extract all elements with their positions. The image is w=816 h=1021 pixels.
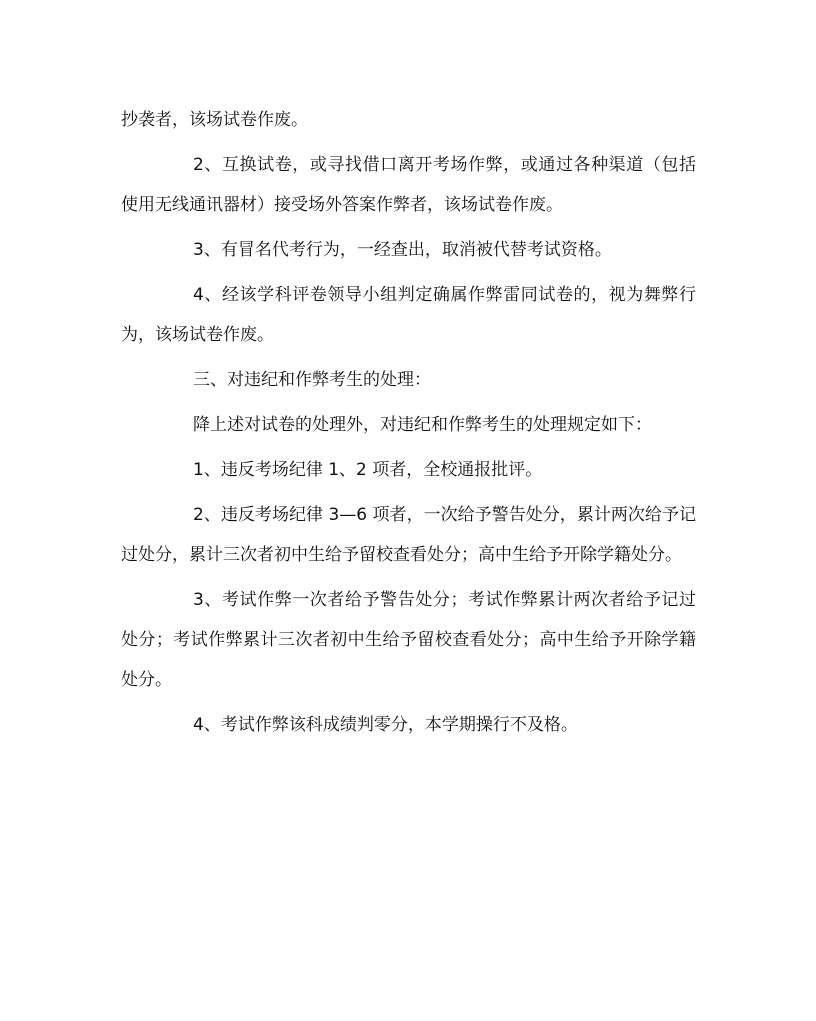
paragraph-rule-4: 4、经该学科评卷领导小组判定确属作弊雷同试卷的，视为舞弊行为，该场试卷作废。 <box>121 285 696 345</box>
paragraph-intro: 降上述对试卷的处理外，对违纪和作弊考生的处理规定如下： <box>193 415 652 435</box>
document-body <box>121 100 696 750</box>
paragraph-continuation: 抄袭者，该场试卷作废。 <box>121 110 308 130</box>
paragraph-penalty-3: 3、考试作弊一次者给予警告处分；考试作弊累计两次者给予记过处分；考试作弊累计三次者初中生给予留校查看处分；高中生给予开除学籍处分。 <box>121 590 696 690</box>
paragraph-rule-2: 2、互换试卷，或寻找借口离开考场作弊，或通过各种渠道（包括使用无线通讯器材）接受场外答案作弊者，该场试卷作废。 <box>121 155 696 215</box>
paragraph-penalty-4: 4、考试作弊该科成绩判零分，本学期操行不及格。 <box>193 715 578 735</box>
paragraph-penalty-1: 1、违反考场纪律 1、2 项者，全校通报批评。 <box>193 460 543 480</box>
section-heading: 三、对违纪和作弊考生的处理： <box>193 370 431 390</box>
paragraph-penalty-2: 2、违反考场纪律 3—6 项者，一次给予警告处分，累计两次给予记过处分，累计三次者初中生给予留校查看处分；高中生给予开除学籍处分。 <box>121 505 696 565</box>
paragraph-rule-3: 3、有冒名代考行为，一经查出，取消被代替考试资格。 <box>193 240 612 260</box>
